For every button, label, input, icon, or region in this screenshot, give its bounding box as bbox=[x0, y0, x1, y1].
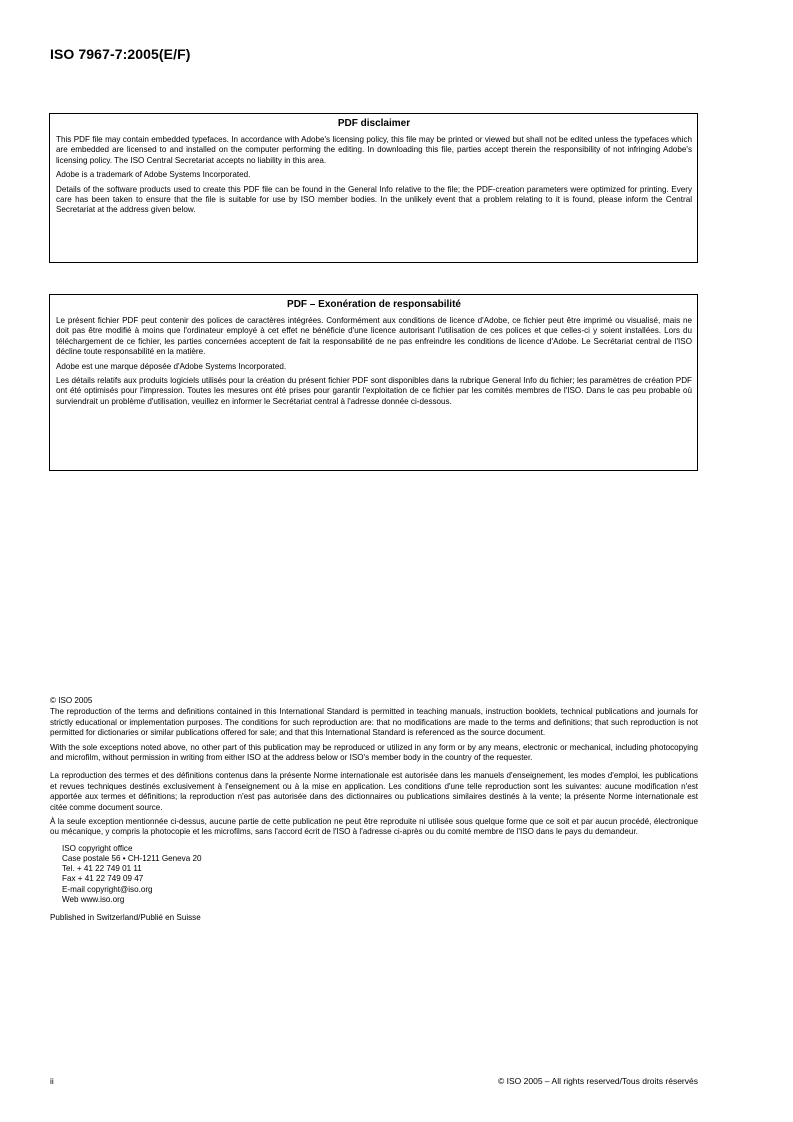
address-line: Case postale 56 • CH-1211 Geneva 20 bbox=[62, 854, 202, 864]
address-line: Tel. + 41 22 749 01 11 bbox=[62, 864, 142, 874]
exoneration-paragraph: Le présent fichier PDF peut contenir des polices de caractères intégrées. Conformément aux conditions de licence d'Adobe, ce fichier peut être imprimé ou visualisé, mais ne doit pas être modifié à moins que l'ordinateur employé à cet effet ne bénéficie d'une licence autorisant l'utilisation de ces polices et que celles-ci y soient installées. Lors du téléchargement de ce fichier, les parties concernées acceptent de fait la responsabilité de ne pas enfreindre les conditions de licence d'Adobe. Le Secrétariat central de l'ISO décline toute responsabilité en la matière. bbox=[56, 316, 692, 357]
copyright-paragraph: With the sole exceptions noted above, no other part of this publication may be reproduced or utilized in any form or by any means, electronic or mechanical, including photocopying and microfilm, without permission in writing from either ISO at the address below or ISO's member body in the country of the requester. bbox=[50, 742, 698, 763]
exoneration-paragraph: Les détails relatifs aux produits logiciels utilisés pour la création du présent fichier PDF sont disponibles dans la rubrique General Info du fichier; les paramètres de création PDF ont été optimisés pour l'impression. Toutes les mesures ont été prises pour garantir l'exploitation de ce fichier par les comités membres de l'ISO. Dans le cas peu probable où surviendrait un problème d'utilisation, veuillez en informer le Secrétariat central à l'adresse donnée ci-dessous. bbox=[56, 376, 692, 406]
copyright-year: © ISO 2005 bbox=[50, 696, 93, 705]
disclaimer-paragraph: This PDF file may contain embedded typefaces. In accordance with Adobe's licensing policy, this file may be printed or viewed but shall not be edited unless the typefaces which are embedded are licensed to and installed on the computer performing the editing. In downloading this file, parties accept therein the responsibility of not infringing Adobe's licensing policy. The ISO Central Secretariat accepts no liability in this area. bbox=[56, 135, 692, 165]
disclaimer-paragraph: Adobe is a trademark of Adobe Systems Incorporated. bbox=[56, 170, 251, 180]
copyright-paragraph: The reproduction of the terms and definitions contained in this International Standard is permitted in teaching manuals, instruction booklets, technical publications and journals for strictly educational or implementation purposes. The conditions for such reproduction are: that no modifications are made to the terms and definitions; that such reproduction is not permitted for dictionaries or similar publications offered for sale; and that this International Standard is referenced as the source document. bbox=[50, 707, 698, 738]
address-website[interactable]: Web www.iso.org bbox=[62, 894, 125, 904]
address-line: Fax + 41 22 749 09 47 bbox=[62, 874, 144, 884]
page-number: ii bbox=[50, 1076, 54, 1086]
copyright-notice bbox=[50, 696, 698, 924]
copyright-office-address bbox=[62, 844, 698, 905]
address-line: ISO copyright office bbox=[62, 843, 133, 853]
copyright-paragraph: La reproduction des termes et des définitions contenus dans la présente Norme internationale est autorisée dans les manuels d'enseignement, les modes d'emploi, les publications et revues techniques destinés exclusivement à l'enseignement ou à la mise en application. Les conditions d'une telle reproduction sont les suivantes: aucune modification n'est apportée aux termes et définitions; la reproduction n'est pas autorisée dans des dictionnaires ou publications similaires destinés à la vente; la présente Norme internationale est citée comme document source. bbox=[50, 771, 698, 812]
pdf-exoneration-box bbox=[49, 294, 698, 471]
copyright-paragraph: À la seule exception mentionnée ci-dessus, aucune partie de cette publication ne peut être reproduite ni utilisée sous quelque forme que ce soit et par aucun procédé, électronique ou mécanique, y compris la photocopie et les microfilms, sans l'accord écrit de l'ISO à l'adresse ci-après ou du comité membre de l'ISO dans le pays du demandeur. bbox=[50, 817, 698, 837]
published-line: Published in Switzerland/Publié en Suisse bbox=[50, 913, 201, 923]
exoneration-paragraph: Adobe est une marque déposée d'Adobe Systems Incorporated. bbox=[56, 361, 287, 371]
disclaimer-paragraph: Details of the software products used to create this PDF file can be found in the General Info relative to the file; the PDF-creation parameters were optimized for printing. Every care has been taken to ensure that the file is suitable for use by ISO member bodies. In the unlikely event that a problem relating to it is found, please inform the Central Secretariat at the address given below. bbox=[56, 184, 692, 215]
pdf-disclaimer-box bbox=[49, 113, 698, 263]
document-id: ISO 7967-7:2005(E/F) bbox=[50, 46, 191, 62]
address-email[interactable]: E-mail copyright@iso.org bbox=[62, 884, 153, 894]
footer-rights: © ISO 2005 – All rights reserved/Tous droits réservés bbox=[498, 1076, 698, 1086]
pdf-disclaimer-title: PDF disclaimer bbox=[337, 118, 411, 129]
pdf-exoneration-title: PDF – Exonération de responsabilité bbox=[287, 299, 461, 310]
